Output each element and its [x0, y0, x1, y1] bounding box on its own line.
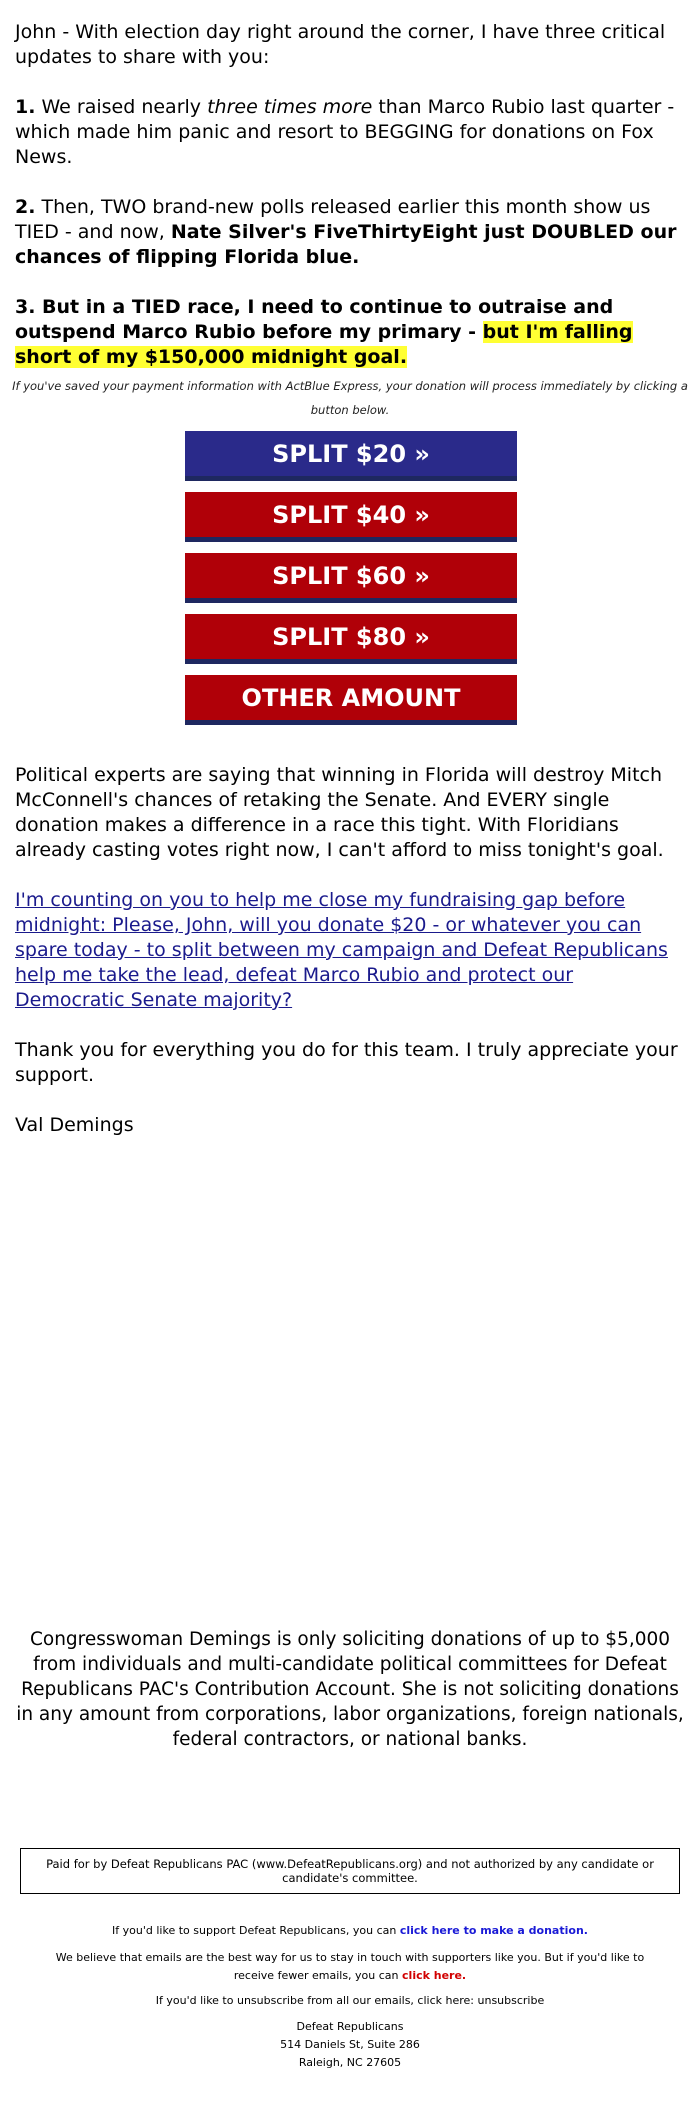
signature: Val Demings	[15, 1114, 134, 1136]
email-body	[15, 20, 687, 395]
update-1-number: 1.	[15, 96, 36, 118]
intro-paragraph: John - With election day right around the corner, I have three critical updates to share with you:	[15, 21, 666, 68]
ask-paragraph	[15, 888, 687, 1013]
update-3-highlight: but I'm falling short of my $150,000 midnight goal.	[15, 321, 633, 368]
footer-unsubscribe-line[interactable]: If you'd like to unsubscribe from all our emails, click here: unsubscribe	[155, 1994, 545, 2007]
split-40-button[interactable]: SPLIT $40 »	[185, 492, 517, 542]
update-1-emphasis: three times more	[207, 96, 373, 118]
footer-address-line-1: 514 Daniels St, Suite 286	[280, 2038, 420, 2051]
update-3-bold: 3. But in a TIED race, I need to continue to outraise and outspend Marco Rubio before my primary -	[15, 296, 614, 343]
split-60-button[interactable]: SPLIT $60 »	[185, 553, 517, 603]
other-amount-button[interactable]: OTHER AMOUNT	[185, 675, 517, 725]
footer-fewer-emails-line	[40, 1949, 660, 1985]
split-20-button[interactable]: SPLIT $20 »	[185, 431, 517, 481]
footer-address-line-2: Raleigh, NC 27605	[298, 2056, 402, 2069]
update-1-pre: We raised nearly	[35, 96, 208, 118]
make-donation-link[interactable]: click here to make a donation.	[399, 1924, 588, 1937]
footer-fewer-text: We believe that emails are the best way for us to stay in touch with supporters like you. But if you'd like to receive fewer emails, you can	[55, 1951, 645, 1982]
footer-support-line	[40, 1922, 660, 1940]
paid-for-box	[20, 1848, 680, 1894]
donate-ask-link[interactable]: I'm counting on you to help me close my fundraising gap before midnight: Please, John, will you donate $20 - or whatever you can spare today - to split between my campaign and Defeat Republicans help me take the lead, defeat Marco Rubio and protect our Democratic Senate majority?	[15, 889, 668, 1011]
update-2-pre: Then, TWO brand-new polls released earlier this month show us TIED - and now,	[15, 196, 651, 243]
update-2-number: 2.	[15, 196, 36, 218]
footer-support-text: If you'd like to support Defeat Republicans, you can	[112, 1924, 400, 1937]
split-80-button[interactable]: SPLIT $80 »	[185, 614, 517, 664]
experts-paragraph: Political experts are saying that winning in Florida will destroy Mitch McConnell's chances of retaking the Senate. And EVERY single donation makes a difference in a race this tight. With Floridians already casting votes right now, I can't afford to miss tonight's goal.	[15, 764, 664, 861]
fewer-emails-link[interactable]: click here.	[402, 1969, 467, 1982]
update-1-post: than Marco Rubio last quarter - which made him panic and resort to BEGGING for donations on Fox News.	[15, 96, 675, 168]
update-2-bold: Nate Silver's FiveThirtyEight just DOUBLED our chances of flipping Florida blue.	[15, 221, 677, 268]
update-1-paragraph	[15, 95, 687, 170]
paid-for-text: Paid for by Defeat Republicans PAC (www.DefeatRepublicans.org) and not authorized by any candidate or candidate's committee.	[46, 1857, 654, 1885]
actblue-express-note: If you've saved your payment information with ActBlue Express, your donation will process immediately by clicking a button below.	[12, 379, 688, 417]
solicitation-disclaimer: Congresswoman Demings is only soliciting donations of up to $5,000 from individuals and multi-candidate political committees for Defeat Republicans PAC's Contribution Account. She is not soliciting donations in any amount from corporations, labor organizations, foreign nationals, federal contractors, or national banks.	[16, 1629, 684, 1750]
footer-address	[40, 2018, 660, 2072]
update-3-paragraph	[15, 295, 687, 370]
footer-org: Defeat Republicans	[296, 2020, 404, 2033]
thanks-paragraph: Thank you for everything you do for this team. I truly appreciate your support.	[15, 1039, 678, 1086]
update-2-paragraph	[15, 195, 687, 270]
